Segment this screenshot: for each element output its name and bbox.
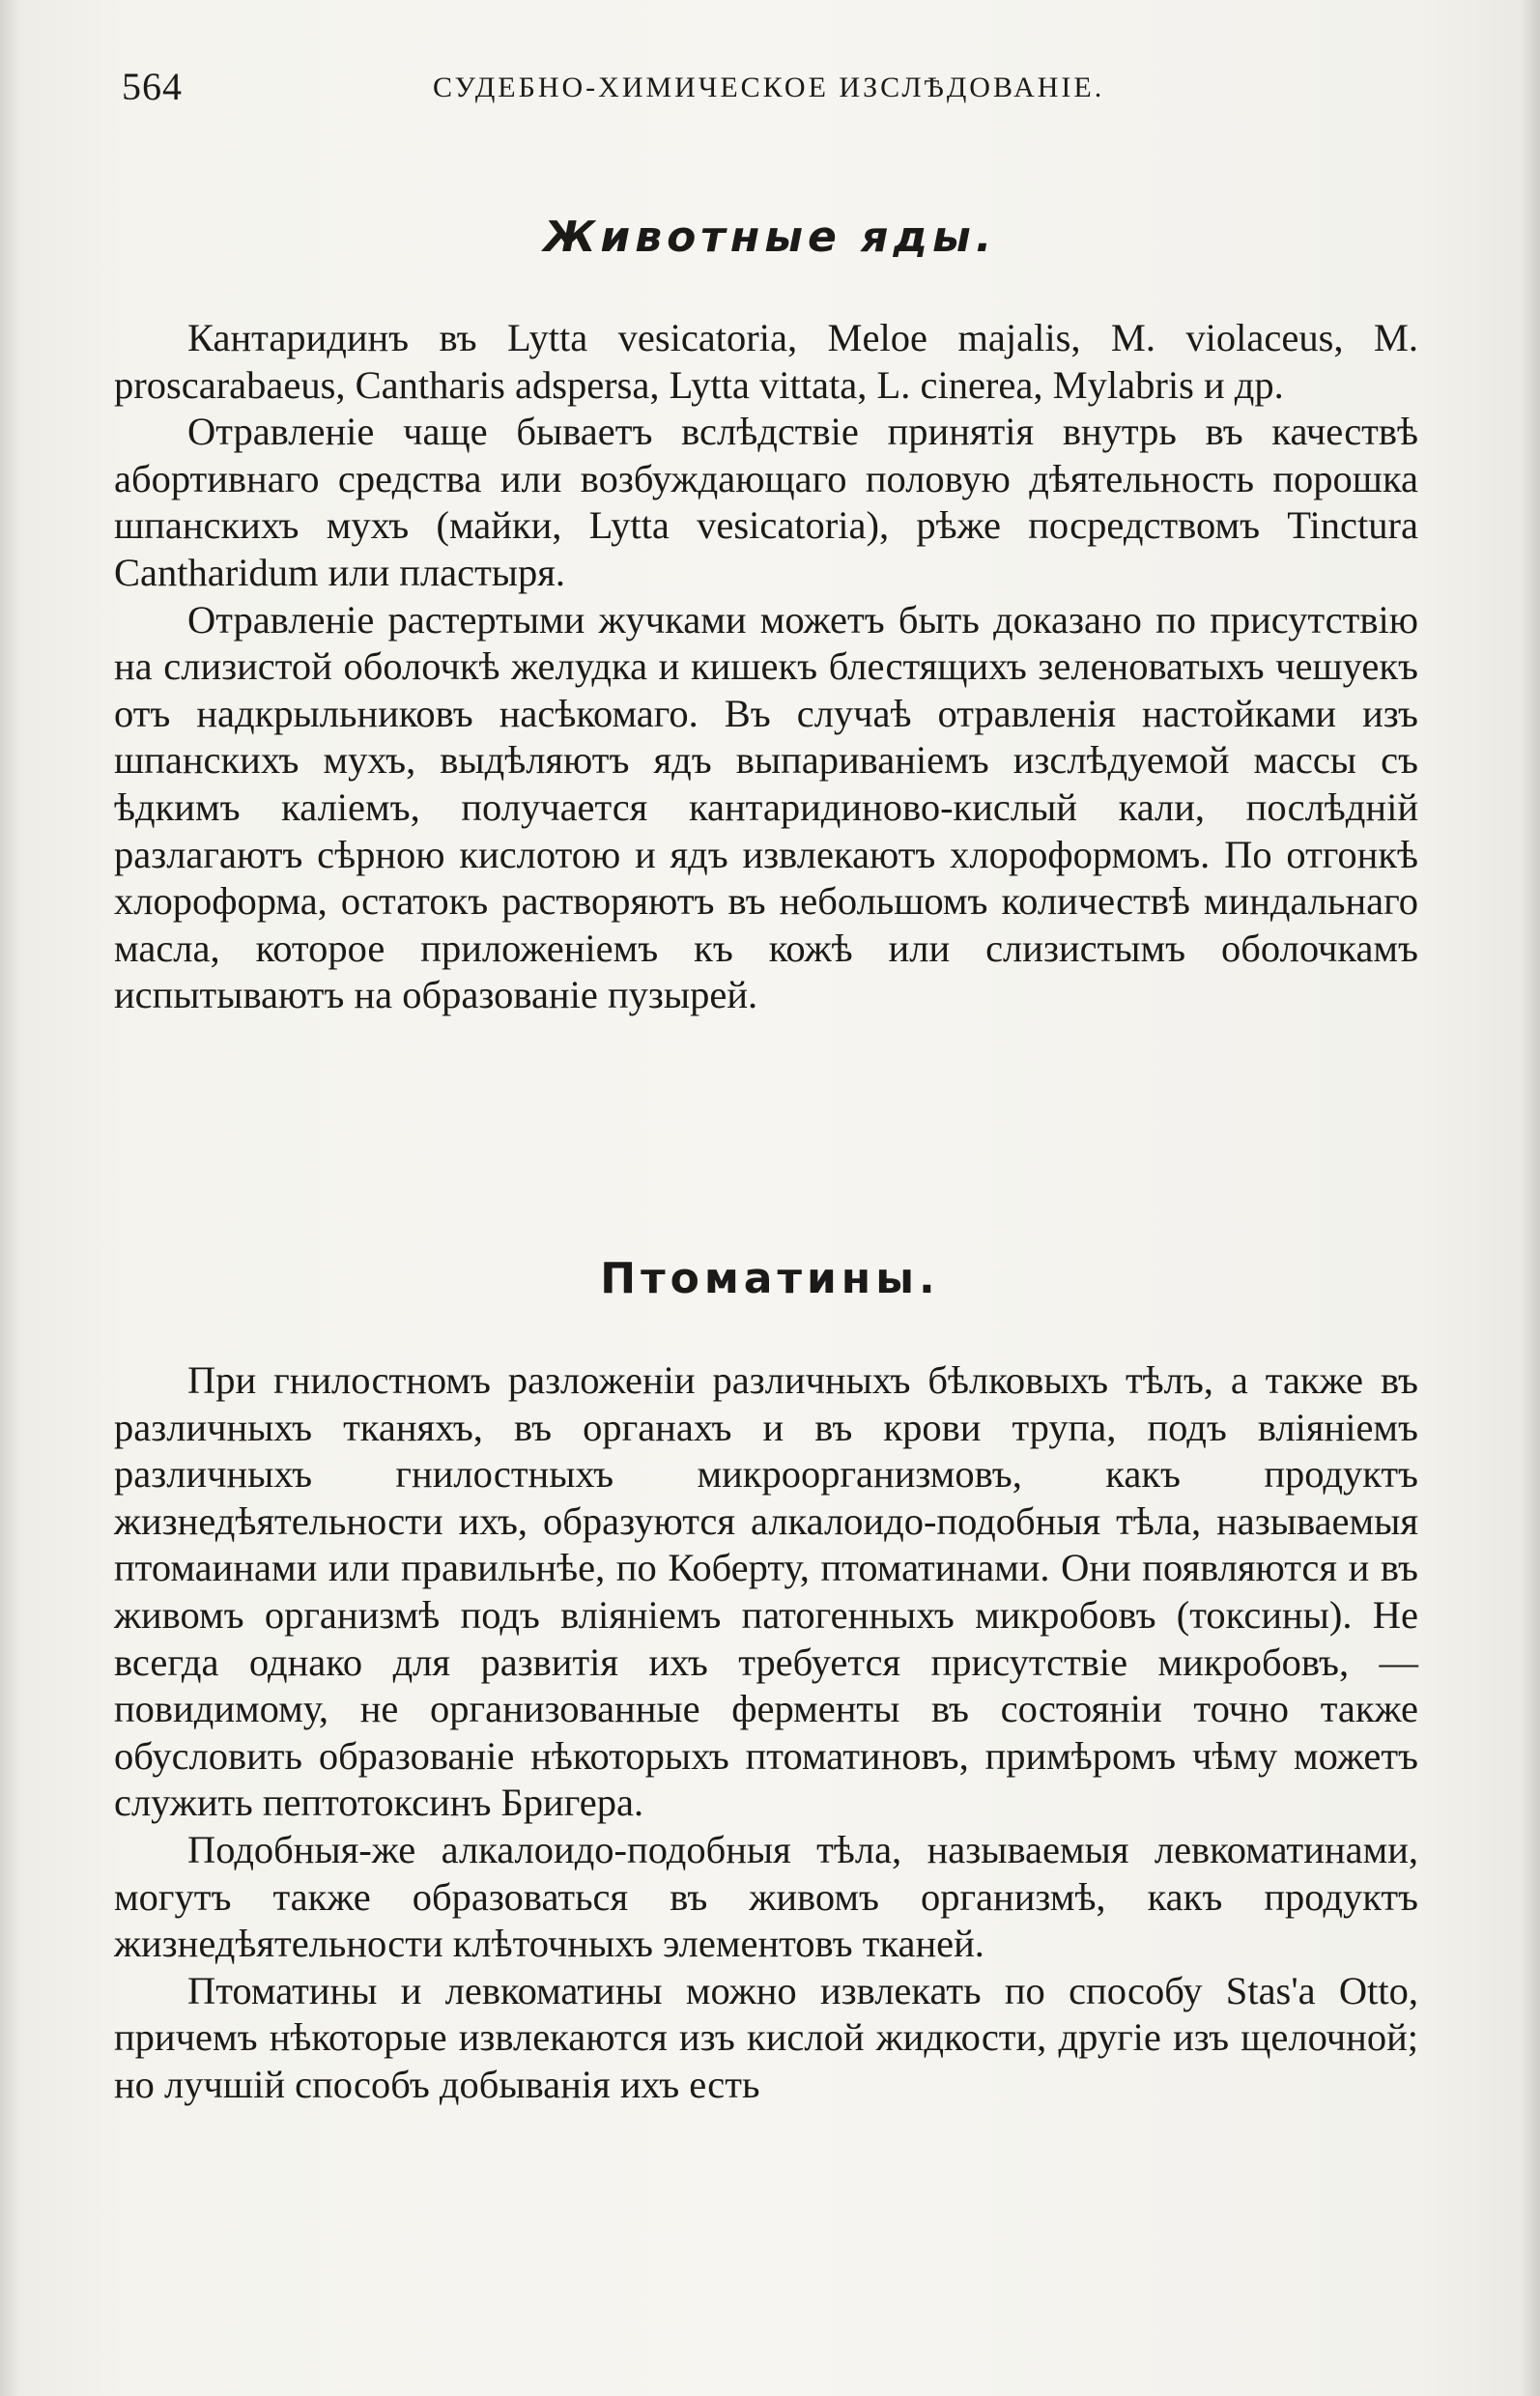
- paragraph: Птоматины и левкоматины можно извлекать по способу Stas'a Otto, причемъ нѣкоторые извлекаются изъ кислой жидкости, другіе изъ щелочной; но лучшій способъ добыванія ихъ есть: [114, 1968, 1418, 2106]
- paragraph: При гнилостномъ разложеніи различныхъ бѣлковыхъ тѣлъ, а также въ различныхъ тканяхъ, въ органахъ и въ крови трупа, подъ вліяніемъ различныхъ гнилостныхъ микроорганизмовъ, какъ продуктъ жизнедѣятельности ихъ, образуются алкалоидо-подобныя тѣла, называемыя птомаинами или правильнѣе, по Коберту, птоматинами. Они появляются и въ живомъ организмѣ подъ вліяніемъ патогенныхъ микробовъ (токсины). Не всегда однако для развитія ихъ требуется присутствіе микробовъ, — повидимому, не организованные ферменты въ состояніи точно также обусловить образованіе нѣкоторыхъ птоматиновъ, примѣромъ чѣму можетъ служить пептотоксинъ Бригера.: [114, 1358, 1418, 1825]
- section-body-animal-poisons: [114, 315, 1418, 1019]
- section-body-ptomatines: [114, 1357, 1418, 2109]
- running-title: СУДЕБНО-ХИМИЧЕСКОЕ ИЗСЛѢДОВАНІЕ.: [433, 71, 1105, 103]
- page-number: 564: [122, 65, 183, 108]
- page-edge-shadow-left: [0, 0, 19, 2396]
- paragraph: Отравленіе чаще бываетъ вслѣдствіе принятія внутрь въ качествѣ абортивнаго средства или возбуждающаго половую дѣятельность порошка шпанскихъ мухъ (майки, Lytta vesicatoria), рѣже посредствомъ Tinctura Cantharidum или пластыря.: [114, 410, 1418, 594]
- page-edge-shadow-right: [1521, 0, 1540, 2396]
- paragraph: Подобныя-же алкалоидо-подобныя тѣла, называемыя левкоматинами, могутъ также образоваться въ живомъ организмѣ, какъ продуктъ жизнедѣятельности клѣточныхъ элементовъ тканей.: [114, 1827, 1418, 1966]
- paragraph: Кантаридинъ въ Lytta vesicatoria, Meloe majalis, M. violaceus, M. proscarabaeus, Cantharis adspersa, Lytta vittata, L. cinerea, Mylabris и др.: [114, 316, 1418, 407]
- paragraph: Отравленіе растертыми жучками можетъ быть доказано по присутствію на слизистой оболочкѣ желудка и кишекъ блестящихъ зеленоватыхъ чешуекъ отъ надкрыльниковъ насѣкомаго. Въ случаѣ отравленія настойками изъ шпанскихъ мухъ, выдѣляютъ ядъ выпариваніемъ изслѣдуемой массы съ ѣдкимъ каліемъ, получается кантаридиново-кислый кали, послѣдній разлагаютъ сѣрною кислотою и ядъ извлекаютъ хлороформомъ. По отгонкѣ хлороформа, остатокъ растворяютъ въ небольшомъ количествѣ миндальнаго масла, которое приложеніемъ къ кожѣ или слизистымъ оболочкамъ испытываютъ на образованіе пузырей.: [114, 597, 1418, 1017]
- section-title-animal-poisons: Животные яды.: [543, 213, 997, 262]
- section-title-ptomatines: Птоматины.: [600, 1254, 940, 1303]
- running-head: [114, 64, 1428, 116]
